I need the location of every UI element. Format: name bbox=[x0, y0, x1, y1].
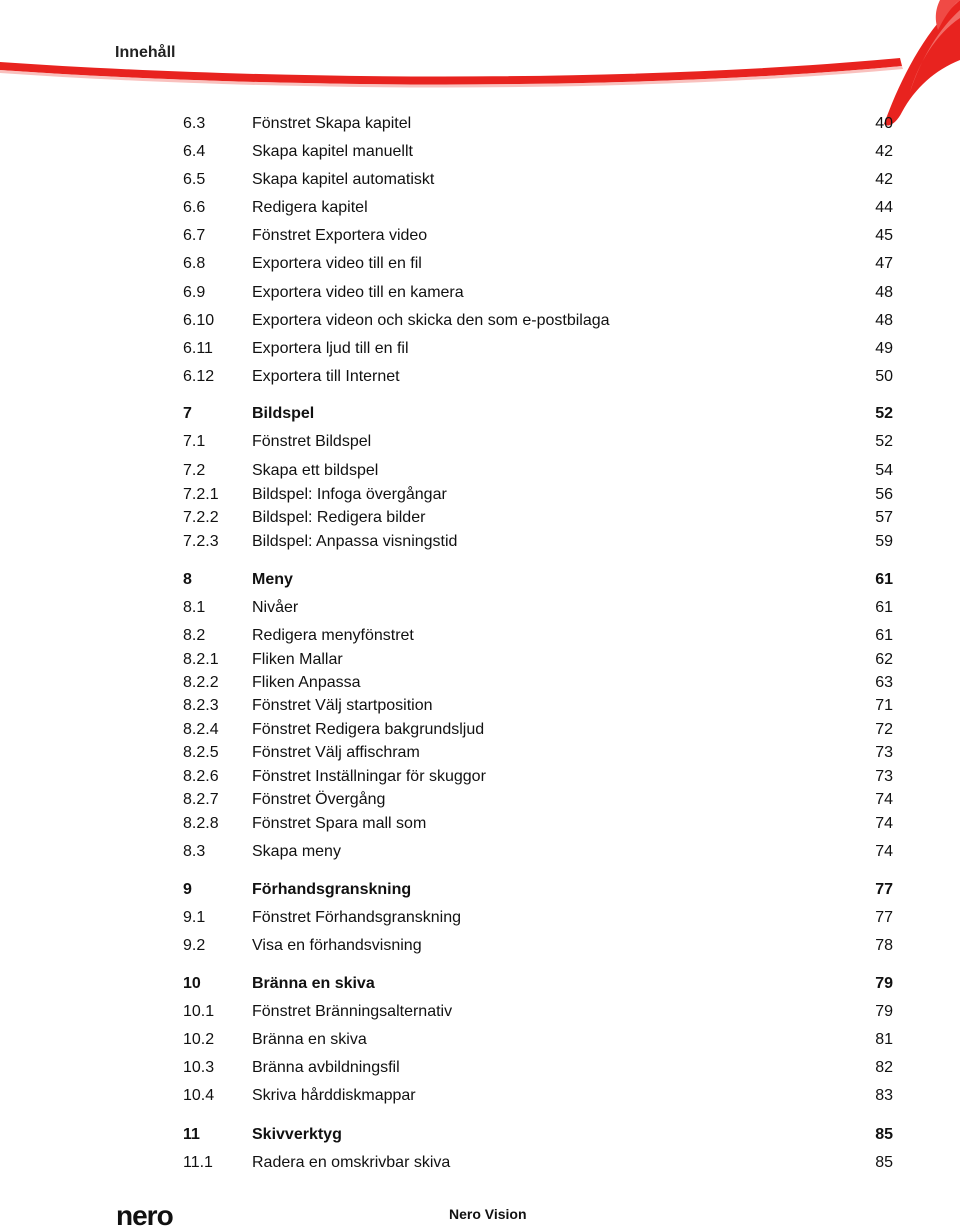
toc-entry-page: 49 bbox=[875, 340, 893, 357]
nero-logo bbox=[116, 1204, 200, 1228]
toc-entry-title: Fönstret Redigera bakgrundsljud bbox=[252, 721, 485, 738]
toc-entry-number: 6.8 bbox=[183, 255, 206, 272]
toc-entry-page: 61 bbox=[875, 571, 893, 588]
toc-entry-page: 57 bbox=[875, 509, 893, 526]
toc-entry-number: 10.4 bbox=[183, 1087, 215, 1104]
toc-entry-page: 50 bbox=[875, 368, 893, 385]
toc-entry-title: Fliken Mallar bbox=[252, 651, 343, 668]
toc-entry-number: 8.2.1 bbox=[183, 651, 219, 668]
toc-entry-number: 7.1 bbox=[183, 433, 206, 450]
toc-chapter-row[interactable] bbox=[183, 973, 893, 995]
toc-entry-title: Fönstret Inställningar för skuggor bbox=[252, 768, 486, 785]
toc-entry-number: 6.7 bbox=[183, 227, 206, 244]
toc-entry-number: 8.2.4 bbox=[183, 721, 219, 738]
toc-entry-number: 6.11 bbox=[183, 340, 213, 357]
toc-entry-number: 7.2.2 bbox=[183, 509, 219, 526]
toc-entry-title: Bildspel: Redigera bilder bbox=[252, 509, 426, 526]
toc-entry-title: Fönstret Exportera video bbox=[252, 227, 428, 244]
toc-entry-page: 48 bbox=[875, 312, 893, 329]
toc-entry-number: 10.3 bbox=[183, 1059, 215, 1076]
nero-logo-wordmark: nero bbox=[116, 1204, 173, 1228]
toc-row[interactable] bbox=[183, 460, 893, 482]
toc-entry-page: 71 bbox=[875, 697, 893, 714]
toc-row[interactable] bbox=[183, 935, 893, 957]
footer-brand: Nero Vision bbox=[449, 1206, 527, 1222]
toc-entry-title: Nivåer bbox=[252, 599, 299, 616]
toc-entry-page: 72 bbox=[875, 721, 893, 738]
toc-entry-title: Exportera till Internet bbox=[252, 368, 400, 385]
toc-entry-title: Bildspel: Infoga övergångar bbox=[252, 486, 447, 503]
toc-entry-page: 40 bbox=[875, 115, 893, 132]
toc-row[interactable] bbox=[183, 841, 893, 863]
toc-entry-page: 85 bbox=[875, 1154, 893, 1171]
toc-row[interactable] bbox=[183, 1029, 893, 1051]
toc-entry-title: Visa en förhandsvisning bbox=[252, 937, 422, 954]
toc-entry-number: 7.2.1 bbox=[183, 486, 219, 503]
toc-entry-page: 56 bbox=[875, 486, 893, 503]
toc-row[interactable] bbox=[183, 766, 893, 788]
toc-entry-number: 10 bbox=[183, 975, 201, 992]
toc-entry-page: 83 bbox=[875, 1087, 893, 1104]
toc-chapter-row[interactable] bbox=[183, 879, 893, 901]
toc-entry-title: Redigera menyfönstret bbox=[252, 627, 414, 644]
toc-entry-title: Fönstret Välj startposition bbox=[252, 697, 433, 714]
toc-entry-title: Exportera videon och skicka den som e-postbilaga bbox=[252, 312, 610, 329]
toc-entry-page: 54 bbox=[875, 462, 893, 479]
toc-chapter-row[interactable] bbox=[183, 569, 893, 591]
toc-entry-title: Radera en omskrivbar skiva bbox=[252, 1154, 451, 1171]
toc-entry-number: 6.4 bbox=[183, 143, 206, 160]
toc-entry-page: 63 bbox=[875, 674, 893, 691]
toc-row[interactable] bbox=[183, 141, 893, 163]
toc-entry-number: 9.1 bbox=[183, 909, 206, 926]
toc-entry-number: 8.2 bbox=[183, 627, 206, 644]
toc-entry-page: 73 bbox=[875, 768, 893, 785]
toc-entry-title: Skapa kapitel manuellt bbox=[252, 143, 413, 160]
toc-chapter-row[interactable] bbox=[183, 403, 893, 425]
toc-entry-title: Fönstret Spara mall som bbox=[252, 815, 427, 832]
toc-entry-number: 6.10 bbox=[183, 312, 215, 329]
toc-entry-title: Fönstret Förhandsgranskning bbox=[252, 909, 461, 926]
toc-entry-page: 42 bbox=[875, 143, 893, 160]
toc-entry-page: 77 bbox=[875, 909, 893, 926]
toc-entry-number: 7.2.3 bbox=[183, 533, 219, 550]
toc-row[interactable] bbox=[183, 197, 893, 219]
toc-row[interactable] bbox=[183, 338, 893, 360]
page-title: Innehåll bbox=[115, 44, 176, 61]
toc-row[interactable] bbox=[183, 695, 893, 717]
toc-entry-number: 6.3 bbox=[183, 115, 206, 132]
toc-row[interactable] bbox=[183, 169, 893, 191]
toc-entry-page: 79 bbox=[875, 975, 893, 992]
toc-row[interactable] bbox=[183, 1085, 893, 1107]
toc-entry-number: 8.2.5 bbox=[183, 744, 219, 761]
toc-entry-page: 44 bbox=[875, 199, 893, 216]
toc-entry-number: 7.2 bbox=[183, 462, 206, 479]
toc-entry-page: 79 bbox=[875, 1003, 893, 1020]
toc-entry-page: 81 bbox=[875, 1031, 893, 1048]
toc-entry-number: 9.2 bbox=[183, 937, 206, 954]
toc-entry-title: Fönstret Skapa kapitel bbox=[252, 115, 412, 132]
toc-entry-number: 8.1 bbox=[183, 599, 206, 616]
toc-entry-page: 45 bbox=[875, 227, 893, 244]
toc-entry-number: 11 bbox=[183, 1126, 200, 1143]
toc-entry-number: 6.5 bbox=[183, 171, 206, 188]
toc-entry-title: Skriva hårddiskmappar bbox=[252, 1087, 416, 1104]
toc-entry-number: 10.1 bbox=[183, 1003, 215, 1020]
toc-entry-number: 7 bbox=[183, 405, 192, 422]
toc-entry-page: 42 bbox=[875, 171, 893, 188]
toc-entry-page: 77 bbox=[875, 881, 893, 898]
toc-entry-title: Förhandsgranskning bbox=[252, 881, 412, 898]
toc-entry-page: 73 bbox=[875, 744, 893, 761]
toc-row[interactable] bbox=[183, 1001, 893, 1023]
toc-entry-title: Bränna en skiva bbox=[252, 975, 375, 992]
toc-row[interactable] bbox=[183, 431, 893, 453]
toc-entry-number: 8.3 bbox=[183, 843, 206, 860]
toc-entry-title: Fönstret Bränningsalternativ bbox=[252, 1003, 453, 1020]
toc-entry-number: 8.2.6 bbox=[183, 768, 219, 785]
toc-entry-title: Exportera ljud till en fil bbox=[252, 340, 409, 357]
toc-row[interactable] bbox=[183, 253, 893, 275]
toc-entry-title: Fönstret Välj affischram bbox=[252, 744, 420, 761]
toc-entry-number: 8.2.3 bbox=[183, 697, 219, 714]
toc-entry-page: 61 bbox=[875, 599, 893, 616]
toc-row[interactable] bbox=[183, 282, 893, 304]
toc-entry-number: 6.12 bbox=[183, 368, 215, 385]
toc-entry-title: Meny bbox=[252, 571, 293, 588]
toc-entry-number: 8.2.7 bbox=[183, 791, 219, 808]
toc-entry-title: Skapa ett bildspel bbox=[252, 462, 379, 479]
toc-entry-number: 11.1 bbox=[183, 1154, 213, 1171]
toc-entry-page: 59 bbox=[875, 533, 893, 550]
toc-entry-page: 85 bbox=[875, 1126, 893, 1143]
toc-row[interactable] bbox=[183, 597, 893, 619]
toc-entry-title: Skapa kapitel automatiskt bbox=[252, 171, 435, 188]
toc-entry-number: 10.2 bbox=[183, 1031, 215, 1048]
toc-row[interactable] bbox=[183, 789, 893, 811]
toc-row[interactable] bbox=[183, 649, 893, 671]
toc-entry-title: Skivverktyg bbox=[252, 1126, 342, 1143]
toc-entry-title: Fönstret Bildspel bbox=[252, 433, 372, 450]
toc-entry-title: Bildspel bbox=[252, 405, 315, 422]
toc-row[interactable] bbox=[183, 742, 893, 764]
toc-entry-page: 47 bbox=[875, 255, 893, 272]
toc-entry-page: 74 bbox=[875, 815, 893, 832]
toc-entry-number: 9 bbox=[183, 881, 192, 898]
toc-entry-title: Exportera video till en kamera bbox=[252, 284, 464, 301]
toc-entry-title: Bildspel: Anpassa visningstid bbox=[252, 533, 458, 550]
toc-chapter-row[interactable] bbox=[183, 1124, 893, 1146]
toc-entry-title: Fliken Anpassa bbox=[252, 674, 361, 691]
toc-row[interactable] bbox=[183, 310, 893, 332]
toc-row[interactable] bbox=[183, 225, 893, 247]
toc-entry-page: 52 bbox=[875, 405, 893, 422]
toc-row[interactable] bbox=[183, 1152, 893, 1174]
toc-entry-page: 62 bbox=[875, 651, 893, 668]
toc-entry-number: 8 bbox=[183, 571, 192, 588]
toc-row[interactable] bbox=[183, 1057, 893, 1079]
toc-row[interactable] bbox=[183, 719, 893, 741]
toc-entry-page: 74 bbox=[875, 843, 893, 860]
toc-row[interactable] bbox=[183, 507, 893, 529]
toc-row[interactable] bbox=[183, 113, 893, 135]
toc-row[interactable] bbox=[183, 625, 893, 647]
toc-row[interactable] bbox=[183, 907, 893, 929]
toc-row[interactable] bbox=[183, 672, 893, 694]
toc-entry-page: 48 bbox=[875, 284, 893, 301]
toc-entry-page: 78 bbox=[875, 937, 893, 954]
toc-entry-title: Bränna en skiva bbox=[252, 1031, 367, 1048]
toc-entry-page: 82 bbox=[875, 1059, 893, 1076]
toc-row[interactable] bbox=[183, 484, 893, 506]
toc-row[interactable] bbox=[183, 366, 893, 388]
toc-entry-title: Skapa meny bbox=[252, 843, 341, 860]
toc-entry-title: Bränna avbildningsfil bbox=[252, 1059, 400, 1076]
toc-entry-number: 8.2.2 bbox=[183, 674, 219, 691]
toc-entry-number: 8.2.8 bbox=[183, 815, 219, 832]
toc-entry-title: Fönstret Övergång bbox=[252, 791, 386, 808]
toc-entry-number: 6.9 bbox=[183, 284, 206, 301]
toc-entry-page: 61 bbox=[875, 627, 893, 644]
toc-entry-title: Exportera video till en fil bbox=[252, 255, 422, 272]
toc-entry-title: Redigera kapitel bbox=[252, 199, 368, 216]
toc-entry-number: 6.6 bbox=[183, 199, 206, 216]
toc-row[interactable] bbox=[183, 813, 893, 835]
toc-entry-page: 52 bbox=[875, 433, 893, 450]
toc-row[interactable] bbox=[183, 531, 893, 553]
toc-entry-page: 74 bbox=[875, 791, 893, 808]
